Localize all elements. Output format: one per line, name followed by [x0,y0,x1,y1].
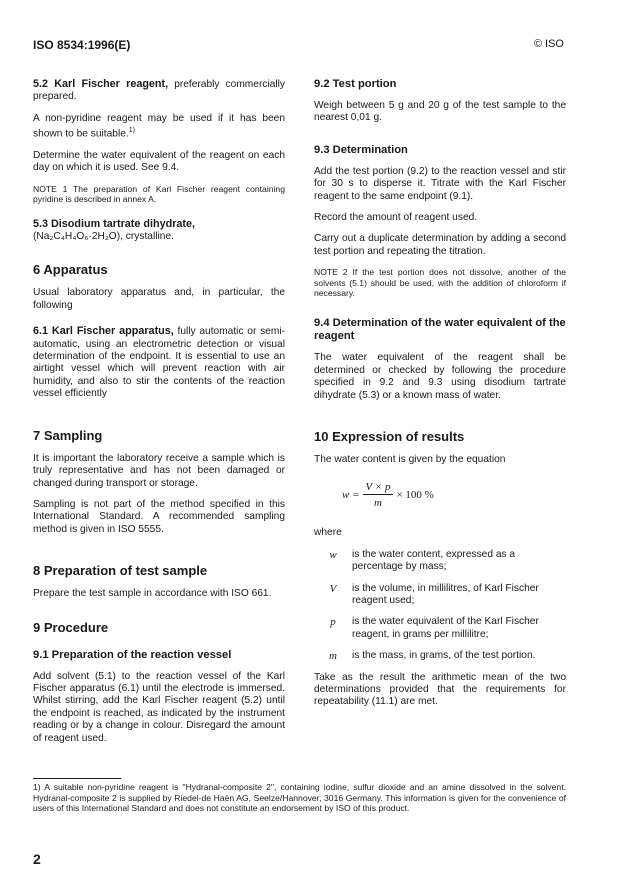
section-6-text: Usual laboratory apparatus and, in particular, the following [33,287,285,311]
section-5-2-text: preferably commercially prepared. [33,79,285,103]
section-5-2-para2 [33,113,285,141]
variable-description: is the mass, in grams, of the test portion. [352,650,536,662]
section-9-3-para1: Add the test portion (9.2) to the reaction vessel and stir for 30 s to disperse it. Titrate with the Karl Fischer reagent to the same endpoint (9.1). [314,165,566,202]
footnote-ref[interactable]: 1) [128,127,135,135]
section-9-4-heading: 9.4 Determination of the water equivalent of the reagent [314,317,566,343]
section-5-2-para2-text: A non-pyridine reagent may be used if it has been shown to be suitable. [33,112,285,140]
section-9-3-para2: Record the amount of reagent used. [314,212,478,224]
section-6-1 [33,325,285,400]
section-5-2-para3: Determine the water equivalent of the reagent on each day on which it is used. See 9.4. [33,150,285,174]
variable-v [314,583,566,608]
section-6-1-text: fully automatic or semi-automatic, using an electrometric detection or visual determination of the endpoint. It is essential to use an airtight vessel which will prevent reaction with air humidity, and also to stir the contents of the reaction vessel efficiently [33,326,285,400]
variable-m [314,650,566,662]
page-number: 2 [33,851,41,867]
variable-w [314,549,566,574]
section-9-3-heading: 9.3 Determination [314,143,408,156]
note-1: NOTE 1 The preparation of Karl Fischer reagent containing pyridine is described in annex A. [33,183,285,205]
section-9-3-para3: Carry out a duplicate determination by adding a second test portion and repeating the titration. [314,233,566,257]
section-7-para2: Sampling is not part of the method specified in this International Standard. A recommended sampling method is given in ISO 5555. [33,498,285,535]
results-final-para: Take as the result the arithmetic mean of the two determinations provided that the requirements for repeatability (11.1) are met. [314,671,566,708]
variable-symbol: p [330,616,336,629]
document-id: ISO 8534:1996(E) [33,38,131,52]
equation-rhs: × 100 % [396,488,434,501]
footnote-1: 1) A suitable non-pyridine reagent is "Hydranal-composite 2", containing iodine, sulfur dioxide and an amine dissolved in the solvent. Hydranal-composite 2 is supplied by Riedel-de Haën AG, Seelze/Hannover, 3016 Germany. This information is given for the convenience of users of this International Standard and does not constitute an endorsement by ISO of this product. [33,782,566,814]
section-10-text: The water content is given by the equation [314,454,506,466]
equation-denominator: m [374,496,382,509]
section-9-1-text: Add solvent (5.1) to the reaction vessel of the Karl Fischer apparatus (6.1) until the electrode is immersed. Whilst stirring, add the Karl Fischer reagent (5.2) until the endpoint is reached, as indicated by the instrument reading or by a change in colour. Disregard the amount of reagent used. [33,670,285,744]
variable-description: is the water content, expressed as a percentage by mass; [352,548,516,573]
section-5-2 [33,78,285,104]
water-content-equation [342,481,566,510]
section-6-1-title: 6.1 Karl Fischer apparatus, [33,325,174,338]
variable-description: is the volume, in millilitres, of Karl Fischer reagent used; [352,582,539,606]
section-8-heading: 8 Preparation of test sample [33,563,208,579]
equation-numerator: V × p [363,481,394,495]
variable-symbol: w [329,548,337,561]
section-5-3-title: 5.3 Disodium tartrate dihydrate, [33,217,195,230]
note-2: NOTE 2 If the test portion does not dissolve, another of the solvents (5.1) should be used, with the addition of chloroform if necessary. [314,267,566,299]
left-column [33,78,285,754]
footnote-divider [33,778,121,779]
right-column [314,78,566,718]
equation-lhs: w = [342,488,360,501]
section-9-1-heading: 9.1 Preparation of the reaction vessel [33,648,232,661]
section-5-3-formula: (Na₂C₄H₄O₆·2H₂O), crystalline. [33,231,174,243]
section-7-para1: It is important the laboratory receive a sample which is truly representative and has not been damaged or changed during transport or storage. [33,452,285,489]
section-5-3 [33,218,285,244]
section-9-4-text: The water equivalent of the reagent shall be determined or checked by following the procedure specified in 9.2 and 9.3 using disodium tartrate dihydrate (5.3) or a known mass of water. [314,352,566,401]
section-9-heading: 9 Procedure [33,619,109,635]
copyright-mark: © ISO [533,38,564,50]
section-5-2-title: 5.2 Karl Fischer reagent, [33,78,169,90]
equation-fraction [363,481,394,510]
where-label: where [314,527,342,539]
section-7-heading: 7 Sampling [33,427,103,443]
variable-p [314,616,566,641]
variable-description: is the water equivalent of the Karl Fischer reagent, in grams per millilitre; [352,616,539,640]
variable-symbol: V [329,582,337,595]
section-9-2-text: Weigh between 5 g and 20 g of the test sample to the nearest 0,01 g. [314,100,566,124]
variable-symbol: m [329,650,337,663]
section-6-heading: 6 Apparatus [33,262,108,278]
section-10-heading: 10 Expression of results [314,429,465,445]
section-9-2-heading: 9.2 Test portion [314,78,397,90]
section-8-text: Prepare the test sample in accordance with ISO 661. [33,588,272,600]
